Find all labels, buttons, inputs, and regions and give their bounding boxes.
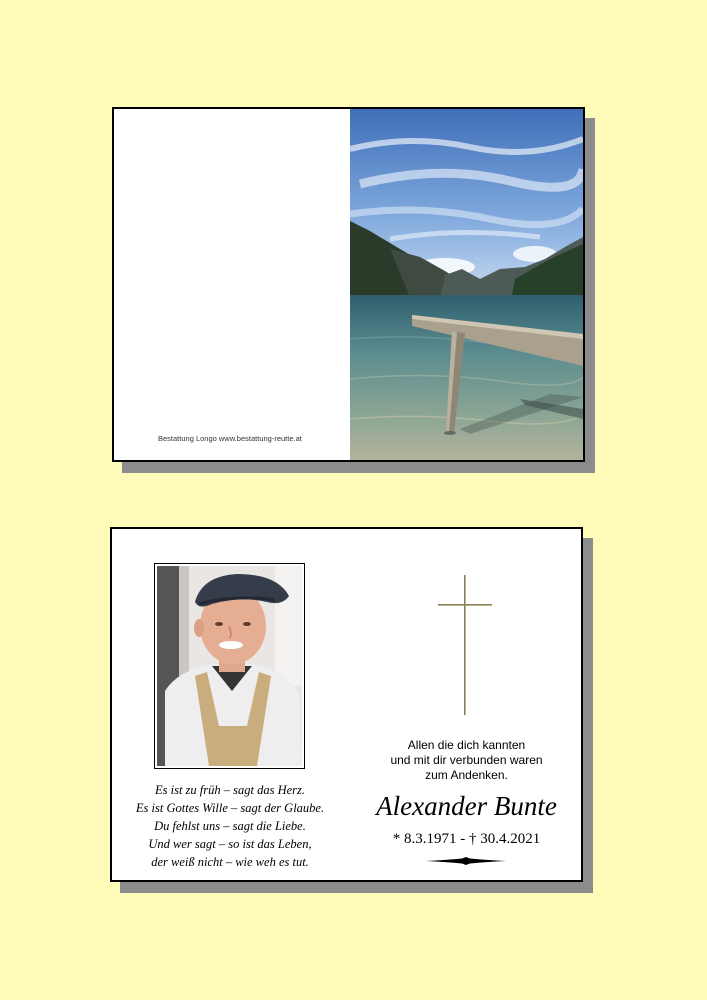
card-front [112,107,585,462]
memorial-text [350,738,583,783]
memorial-line: und mit dir verbunden waren [390,753,543,767]
poem-line: Und wer sagt – so ist das Leben, [148,837,312,851]
card-inside [110,527,583,882]
front-blank-panel [114,109,350,460]
memorial-line: zum Andenken. [425,768,508,782]
divider-ornament-icon [426,857,506,865]
deceased-name: Alexander Bunte [376,791,557,821]
portrait-photo [154,563,305,769]
lake-photo [350,109,583,460]
funeral-home-footer: Bestattung Longo www.bestattung-reutte.at [158,434,302,443]
poem-line: Es ist zu früh – sagt das Herz. [154,783,306,797]
poem-line: Es ist Gottes Wille – sagt der Glaube. [135,801,325,815]
cross-icon [438,575,492,715]
poem-line: der weiß nicht – wie weh es tut. [151,855,309,869]
poem-line: Du fehlst uns – sagt die Liebe. [154,819,306,833]
memorial-line: Allen die dich kannten [407,738,526,752]
poem [112,781,348,871]
life-dates: * 8.3.1971 - † 30.4.2021 [392,831,541,847]
